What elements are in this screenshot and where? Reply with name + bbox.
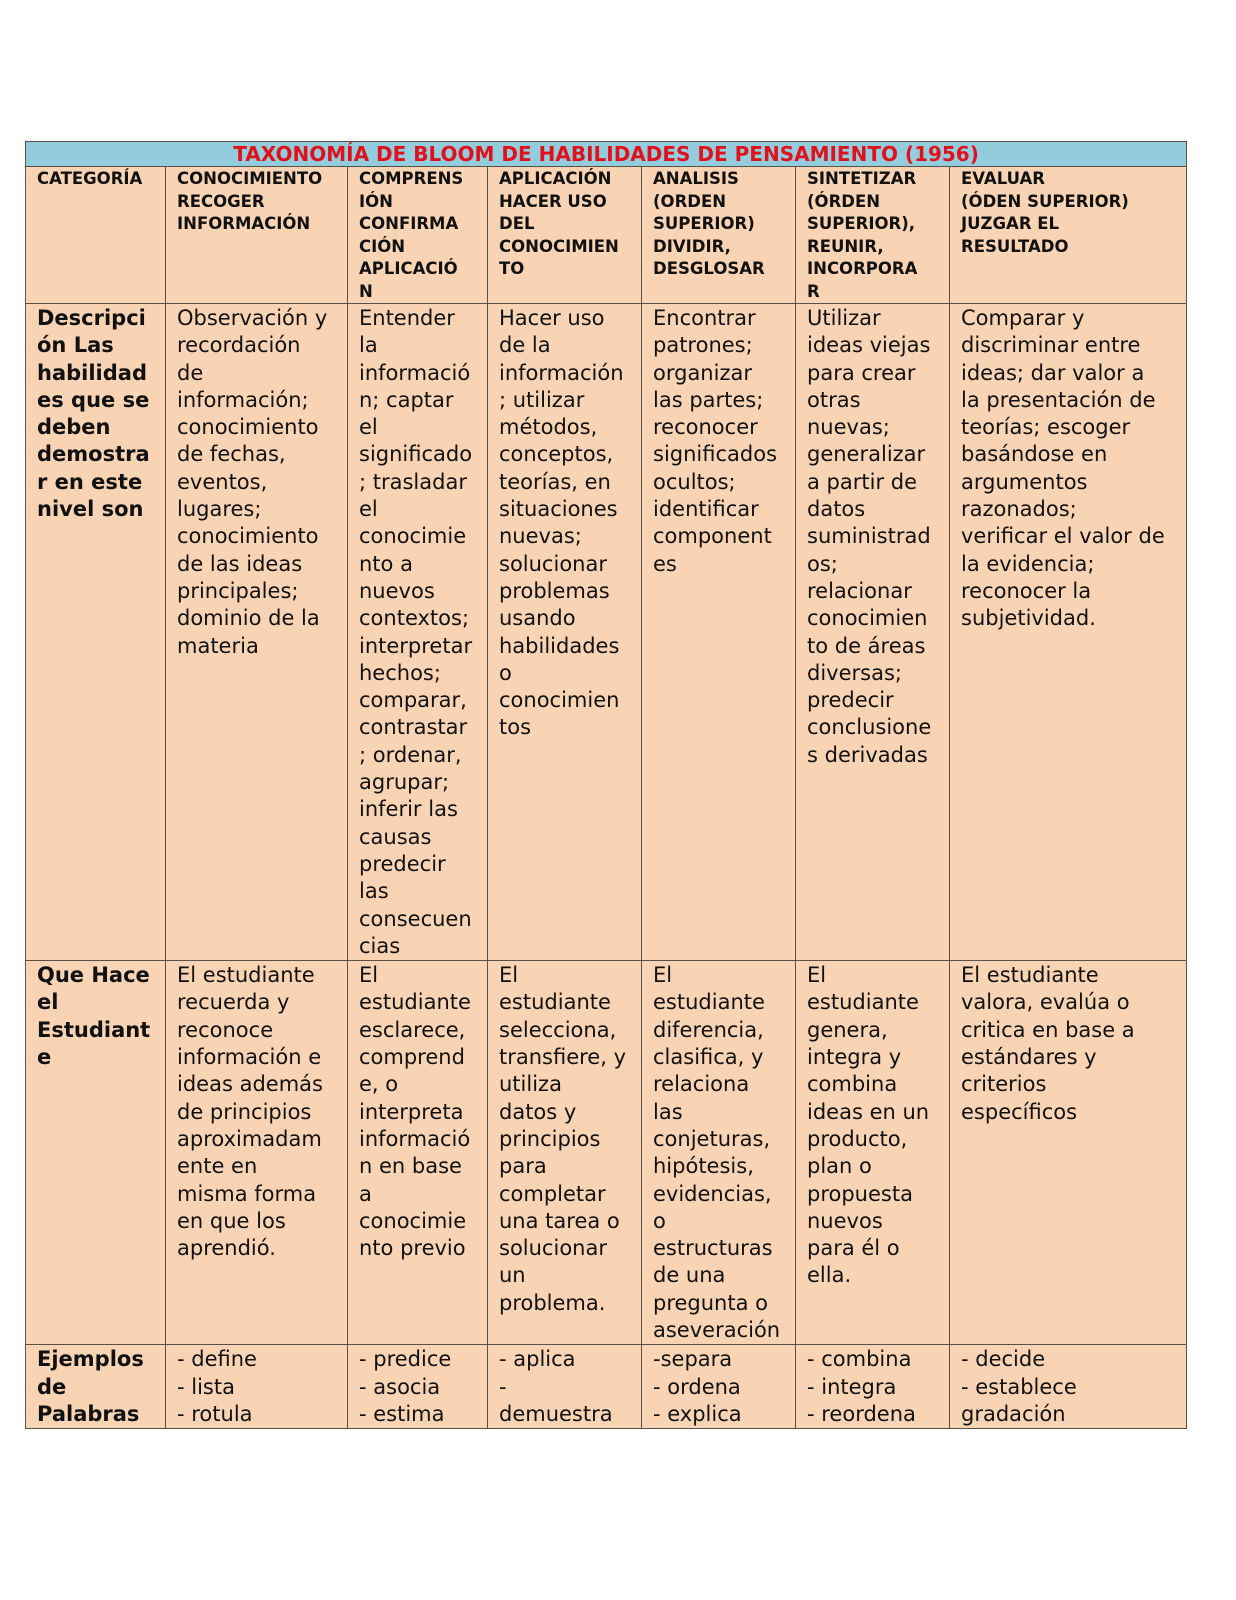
table-row-que-hace-el-estudiante	[26, 961, 1187, 1345]
text-line: el	[37, 990, 59, 1015]
table-cell	[796, 1345, 950, 1429]
text-line: - explica	[653, 1401, 742, 1426]
text-line: interpretar	[359, 633, 473, 658]
bloom-taxonomy-table	[25, 141, 1187, 1429]
table-row-ejemplos-de-palabras	[26, 1345, 1187, 1429]
text-line: - integra	[807, 1374, 897, 1399]
text-line: reconocer	[653, 415, 758, 440]
text-line: comparar,	[359, 688, 467, 713]
text-line: HACER USO	[499, 191, 607, 211]
text-line: de una	[653, 1263, 726, 1288]
text-line: problema.	[499, 1290, 606, 1315]
header-comprension	[348, 167, 488, 304]
text-line: transfiere, y	[499, 1045, 627, 1070]
text-line: nuevos	[359, 578, 435, 603]
text-line: to de áreas	[807, 633, 926, 658]
text-line: EVALUAR	[961, 169, 1045, 188]
row-label	[26, 961, 166, 1345]
text-line: reconoce	[177, 1017, 274, 1042]
text-line: aprendió.	[177, 1236, 276, 1261]
header-conocimiento	[166, 167, 348, 304]
text-line: n; captar	[359, 387, 454, 412]
text-line: para crear	[807, 360, 916, 385]
text-line: de fechas,	[177, 442, 286, 467]
text-line: nto a	[359, 551, 413, 576]
text-line: de	[177, 360, 204, 385]
table-title: TAXONOMÍA DE BLOOM DE HABILIDADES DE PENSAMIENTO (1956)	[26, 142, 1187, 167]
text-line: estudiante	[499, 990, 611, 1015]
text-line: component	[653, 524, 772, 549]
table-cell	[348, 304, 488, 961]
text-line: un	[499, 1263, 526, 1288]
text-line: El	[653, 963, 673, 988]
text-line: combina	[807, 1072, 898, 1097]
text-line: critica en base a	[961, 1017, 1135, 1042]
text-line: DIVIDIR,	[653, 236, 731, 256]
text-line: RESULTADO	[961, 236, 1069, 256]
text-line: la	[359, 333, 378, 358]
text-line: RECOGER	[177, 191, 265, 211]
text-line: organizar	[653, 360, 752, 385]
text-line: reconocer la	[961, 578, 1092, 603]
text-line: demostra	[37, 442, 150, 467]
text-line: cias	[359, 933, 401, 958]
text-line: habilidad	[37, 360, 147, 385]
text-line: otras	[807, 387, 861, 412]
text-line: SUPERIOR),	[807, 214, 916, 233]
text-line: conocimiento	[177, 524, 319, 549]
text-line: Comparar y	[961, 306, 1085, 330]
text-line: principios	[499, 1126, 601, 1151]
text-line: predecir	[359, 851, 446, 876]
text-line: a	[359, 1181, 372, 1206]
text-line: gradación	[961, 1401, 1066, 1426]
text-line: suministrad	[807, 524, 931, 549]
text-line: CONFIRMA	[359, 214, 459, 233]
text-line: Palabras	[37, 1401, 140, 1426]
text-line: ocultos;	[653, 469, 736, 494]
text-line: métodos,	[499, 415, 598, 440]
text-line: conocimie	[359, 524, 467, 549]
text-line: solucionar	[499, 1236, 607, 1261]
text-line: conocimien	[499, 688, 620, 713]
text-line: nivel son	[37, 497, 144, 522]
text-line: - reordena	[807, 1401, 916, 1426]
text-line: JUZGAR EL	[961, 214, 1060, 233]
text-line: para él o	[807, 1236, 900, 1261]
text-line: estructuras	[653, 1236, 773, 1261]
text-line: informació	[359, 360, 471, 385]
text-line: diferencia,	[653, 1017, 764, 1042]
text-line: Descripci	[37, 306, 146, 330]
text-line: Que Hace	[37, 963, 150, 988]
table-cell	[488, 961, 642, 1345]
text-line: datos	[807, 497, 866, 522]
text-line: estudiante	[359, 990, 471, 1015]
text-line: -separa	[653, 1347, 733, 1372]
text-line: nuevas;	[807, 415, 890, 440]
text-line: la presentación de	[961, 387, 1156, 412]
text-line: ; utilizar	[499, 387, 585, 412]
text-line: conjeturas,	[653, 1126, 771, 1151]
header-aplicacion	[488, 167, 642, 304]
text-line: CIÓN	[359, 236, 406, 256]
text-line: ideas viejas	[807, 333, 931, 358]
text-line: informació	[359, 1126, 471, 1151]
text-line: significados	[653, 442, 778, 467]
text-line: información;	[177, 387, 309, 412]
text-line: ANALISIS	[653, 169, 739, 188]
text-line: verificar el valor de	[961, 524, 1165, 549]
text-line: (ORDEN	[653, 191, 727, 211]
table-cell	[642, 961, 796, 1345]
text-line: os;	[807, 551, 838, 576]
table-cell	[642, 304, 796, 961]
text-line: TO	[499, 259, 525, 278]
text-line: Utilizar	[807, 306, 881, 330]
text-line: relaciona	[653, 1072, 750, 1097]
text-line: subjetividad.	[961, 606, 1096, 631]
text-line: o	[653, 1208, 666, 1233]
text-line: las	[653, 1099, 683, 1124]
text-line: razonados;	[961, 497, 1077, 522]
text-line: conocimiento	[177, 415, 319, 440]
text-line: información e	[177, 1045, 322, 1070]
text-line: materia	[177, 633, 259, 658]
table-cell	[950, 961, 1187, 1345]
text-line: - aplica	[499, 1347, 576, 1372]
text-line: El	[499, 963, 519, 988]
text-line: s derivadas	[807, 742, 928, 767]
text-line: tos	[499, 715, 532, 740]
text-line: pregunta o	[653, 1290, 768, 1315]
text-line: conocimie	[359, 1208, 467, 1233]
text-line: clasifica, y	[653, 1045, 764, 1070]
table-cell	[950, 1345, 1187, 1429]
text-line: identificar	[653, 497, 759, 522]
header-evaluar	[950, 167, 1187, 304]
text-line: nto previo	[359, 1236, 466, 1261]
text-line: El estudiante	[177, 963, 315, 988]
text-line: ; ordenar,	[359, 742, 462, 767]
text-line: - ordena	[653, 1374, 741, 1399]
text-line: completar	[499, 1181, 606, 1206]
text-line: diversas;	[807, 660, 902, 685]
text-line: estudiante	[653, 990, 765, 1015]
text-line: ideas; dar valor a	[961, 360, 1145, 385]
text-line: - estima	[359, 1401, 445, 1426]
text-line: predecir	[807, 688, 894, 713]
text-line: El	[807, 963, 827, 988]
text-line: Entender	[359, 306, 455, 330]
text-line: habilidades	[499, 633, 620, 658]
text-line: es que se	[37, 387, 150, 412]
header-row	[26, 167, 1187, 304]
text-line: específicos	[961, 1099, 1078, 1124]
text-line: solucionar	[499, 551, 607, 576]
text-line: conocimien	[807, 606, 928, 631]
text-line: misma forma	[177, 1181, 317, 1206]
text-line: INFORMACIÓN	[177, 214, 311, 233]
text-line: Estudiant	[37, 1017, 151, 1042]
text-line: deben	[37, 415, 111, 440]
text-line: genera,	[807, 1017, 888, 1042]
table-cell	[166, 961, 348, 1345]
text-line: INCORPORA	[807, 259, 918, 278]
table-cell	[796, 304, 950, 961]
row-label	[26, 304, 166, 961]
text-line: datos y	[499, 1099, 577, 1124]
text-line: IÓN	[359, 191, 393, 211]
text-line: argumentos	[961, 469, 1088, 494]
text-line: Observación y	[177, 306, 328, 330]
text-line: información	[499, 360, 624, 385]
text-line: El estudiante	[961, 963, 1099, 988]
text-line: REUNIR,	[807, 236, 884, 256]
table-cell	[166, 1345, 348, 1429]
text-line: (ÓDEN SUPERIOR)	[961, 191, 1129, 211]
text-line: aproximadam	[177, 1126, 322, 1151]
text-line: conclusione	[807, 715, 932, 740]
document-page	[25, 141, 1186, 1429]
text-line: hipótesis,	[653, 1154, 754, 1179]
text-line: comprend	[359, 1045, 465, 1070]
text-line: de	[37, 1374, 67, 1399]
text-line: SUPERIOR)	[653, 214, 755, 233]
text-line: consecuen	[359, 906, 472, 931]
text-line: ; trasladar	[359, 469, 467, 494]
table-row-descripcion	[26, 304, 1187, 961]
text-line: CATEGORÍA	[37, 169, 143, 188]
text-line: dominio de la	[177, 606, 320, 631]
text-line: Ejemplos	[37, 1347, 144, 1372]
text-line: una tarea o	[499, 1208, 620, 1233]
text-line: aseveración	[653, 1317, 781, 1342]
text-line: hechos;	[359, 660, 441, 685]
text-line: usando	[499, 606, 576, 631]
text-line: significado	[359, 442, 473, 467]
text-line: - combina	[807, 1347, 912, 1372]
text-line: patrones;	[653, 333, 753, 358]
text-line: ella.	[807, 1263, 852, 1288]
text-line: - establece	[961, 1374, 1077, 1399]
text-line: N	[359, 281, 373, 301]
text-line: en que los	[177, 1208, 286, 1233]
text-line: recuerda y	[177, 990, 290, 1015]
text-line: El	[359, 963, 379, 988]
text-line: problemas	[499, 578, 610, 603]
text-line: APLICACIÓN	[499, 169, 612, 188]
text-line: APLICACIÓ	[359, 259, 458, 278]
table-cell	[348, 1345, 488, 1429]
text-line: - predice	[359, 1347, 452, 1372]
text-line: relacionar	[807, 578, 912, 603]
text-line: demuestra	[499, 1401, 613, 1426]
text-line: nuevas;	[499, 524, 582, 549]
text-line: criterios	[961, 1072, 1047, 1097]
text-line: e	[37, 1045, 52, 1070]
text-line: ente en	[177, 1154, 258, 1179]
text-line: Encontrar	[653, 306, 756, 330]
text-line: recordación	[177, 333, 301, 358]
text-line: teorías; escoger	[961, 415, 1131, 440]
text-line: SINTETIZAR	[807, 169, 917, 188]
title-row	[26, 142, 1187, 167]
text-line: ideas además	[177, 1072, 323, 1097]
header-categoria	[26, 167, 166, 304]
text-line: e, o	[359, 1072, 399, 1097]
text-line: contextos;	[359, 606, 470, 631]
text-line: teorías, en	[499, 469, 611, 494]
table-cell	[950, 304, 1187, 961]
text-line: Hacer uso	[499, 306, 605, 330]
text-line: ón Las	[37, 333, 114, 358]
text-line: nuevos	[807, 1208, 883, 1233]
text-line: el	[359, 415, 378, 440]
text-line: la evidencia;	[961, 551, 1095, 576]
table-cell	[488, 304, 642, 961]
text-line: el	[359, 497, 378, 522]
text-line: DESGLOSAR	[653, 259, 765, 278]
header-sintetizar	[796, 167, 950, 304]
text-line: n en base	[359, 1154, 462, 1179]
text-line: producto,	[807, 1126, 908, 1151]
text-line: - rotula	[177, 1401, 253, 1426]
text-line: COMPRENS	[359, 169, 464, 188]
text-line: de la	[499, 333, 551, 358]
text-line: -	[499, 1374, 507, 1399]
text-line: de principios	[177, 1099, 312, 1124]
text-line: ideas en un	[807, 1099, 930, 1124]
row-label	[26, 1345, 166, 1429]
text-line: a partir de	[807, 469, 918, 494]
text-line: de las ideas	[177, 551, 303, 576]
text-line: utiliza	[499, 1072, 562, 1097]
text-line: discriminar entre	[961, 333, 1141, 358]
text-line: plan o	[807, 1154, 872, 1179]
text-line: integra y	[807, 1045, 902, 1070]
text-line: - lista	[177, 1374, 235, 1399]
text-line: estándares y	[961, 1045, 1097, 1070]
table-cell	[348, 961, 488, 1345]
text-line: contrastar	[359, 715, 468, 740]
text-line: esclarece,	[359, 1017, 466, 1042]
text-line: o	[499, 660, 512, 685]
text-line: valora, evalúa o	[961, 990, 1130, 1015]
text-line: las partes;	[653, 387, 764, 412]
text-line: basándose en	[961, 442, 1108, 467]
text-line: agrupar;	[359, 770, 450, 795]
text-line: R	[807, 281, 820, 301]
text-line: selecciona,	[499, 1017, 617, 1042]
text-line: CONOCIMIENTO	[177, 169, 323, 188]
table-cell	[488, 1345, 642, 1429]
text-line: evidencias,	[653, 1181, 772, 1206]
table-cell	[642, 1345, 796, 1429]
text-line: - asocia	[359, 1374, 441, 1399]
text-line: es	[653, 551, 677, 576]
text-line: principales;	[177, 578, 299, 603]
table-cell	[166, 304, 348, 961]
text-line: - decide	[961, 1347, 1046, 1372]
text-line: interpreta	[359, 1099, 464, 1124]
text-line: CONOCIMIEN	[499, 236, 619, 256]
text-line: inferir las	[359, 797, 458, 822]
text-line: eventos,	[177, 469, 268, 494]
text-line: - define	[177, 1347, 257, 1372]
text-line: estudiante	[807, 990, 919, 1015]
text-line: situaciones	[499, 497, 618, 522]
text-line: conceptos,	[499, 442, 614, 467]
text-line: propuesta	[807, 1181, 913, 1206]
text-line: lugares;	[177, 497, 262, 522]
text-line: causas	[359, 824, 432, 849]
text-line: para	[499, 1154, 547, 1179]
text-line: r en este	[37, 469, 143, 494]
table-cell	[796, 961, 950, 1345]
text-line: (ÓRDEN	[807, 191, 881, 211]
text-line: generalizar	[807, 442, 926, 467]
text-line: las	[359, 879, 389, 904]
header-analisis	[642, 167, 796, 304]
text-line: DEL	[499, 214, 535, 233]
